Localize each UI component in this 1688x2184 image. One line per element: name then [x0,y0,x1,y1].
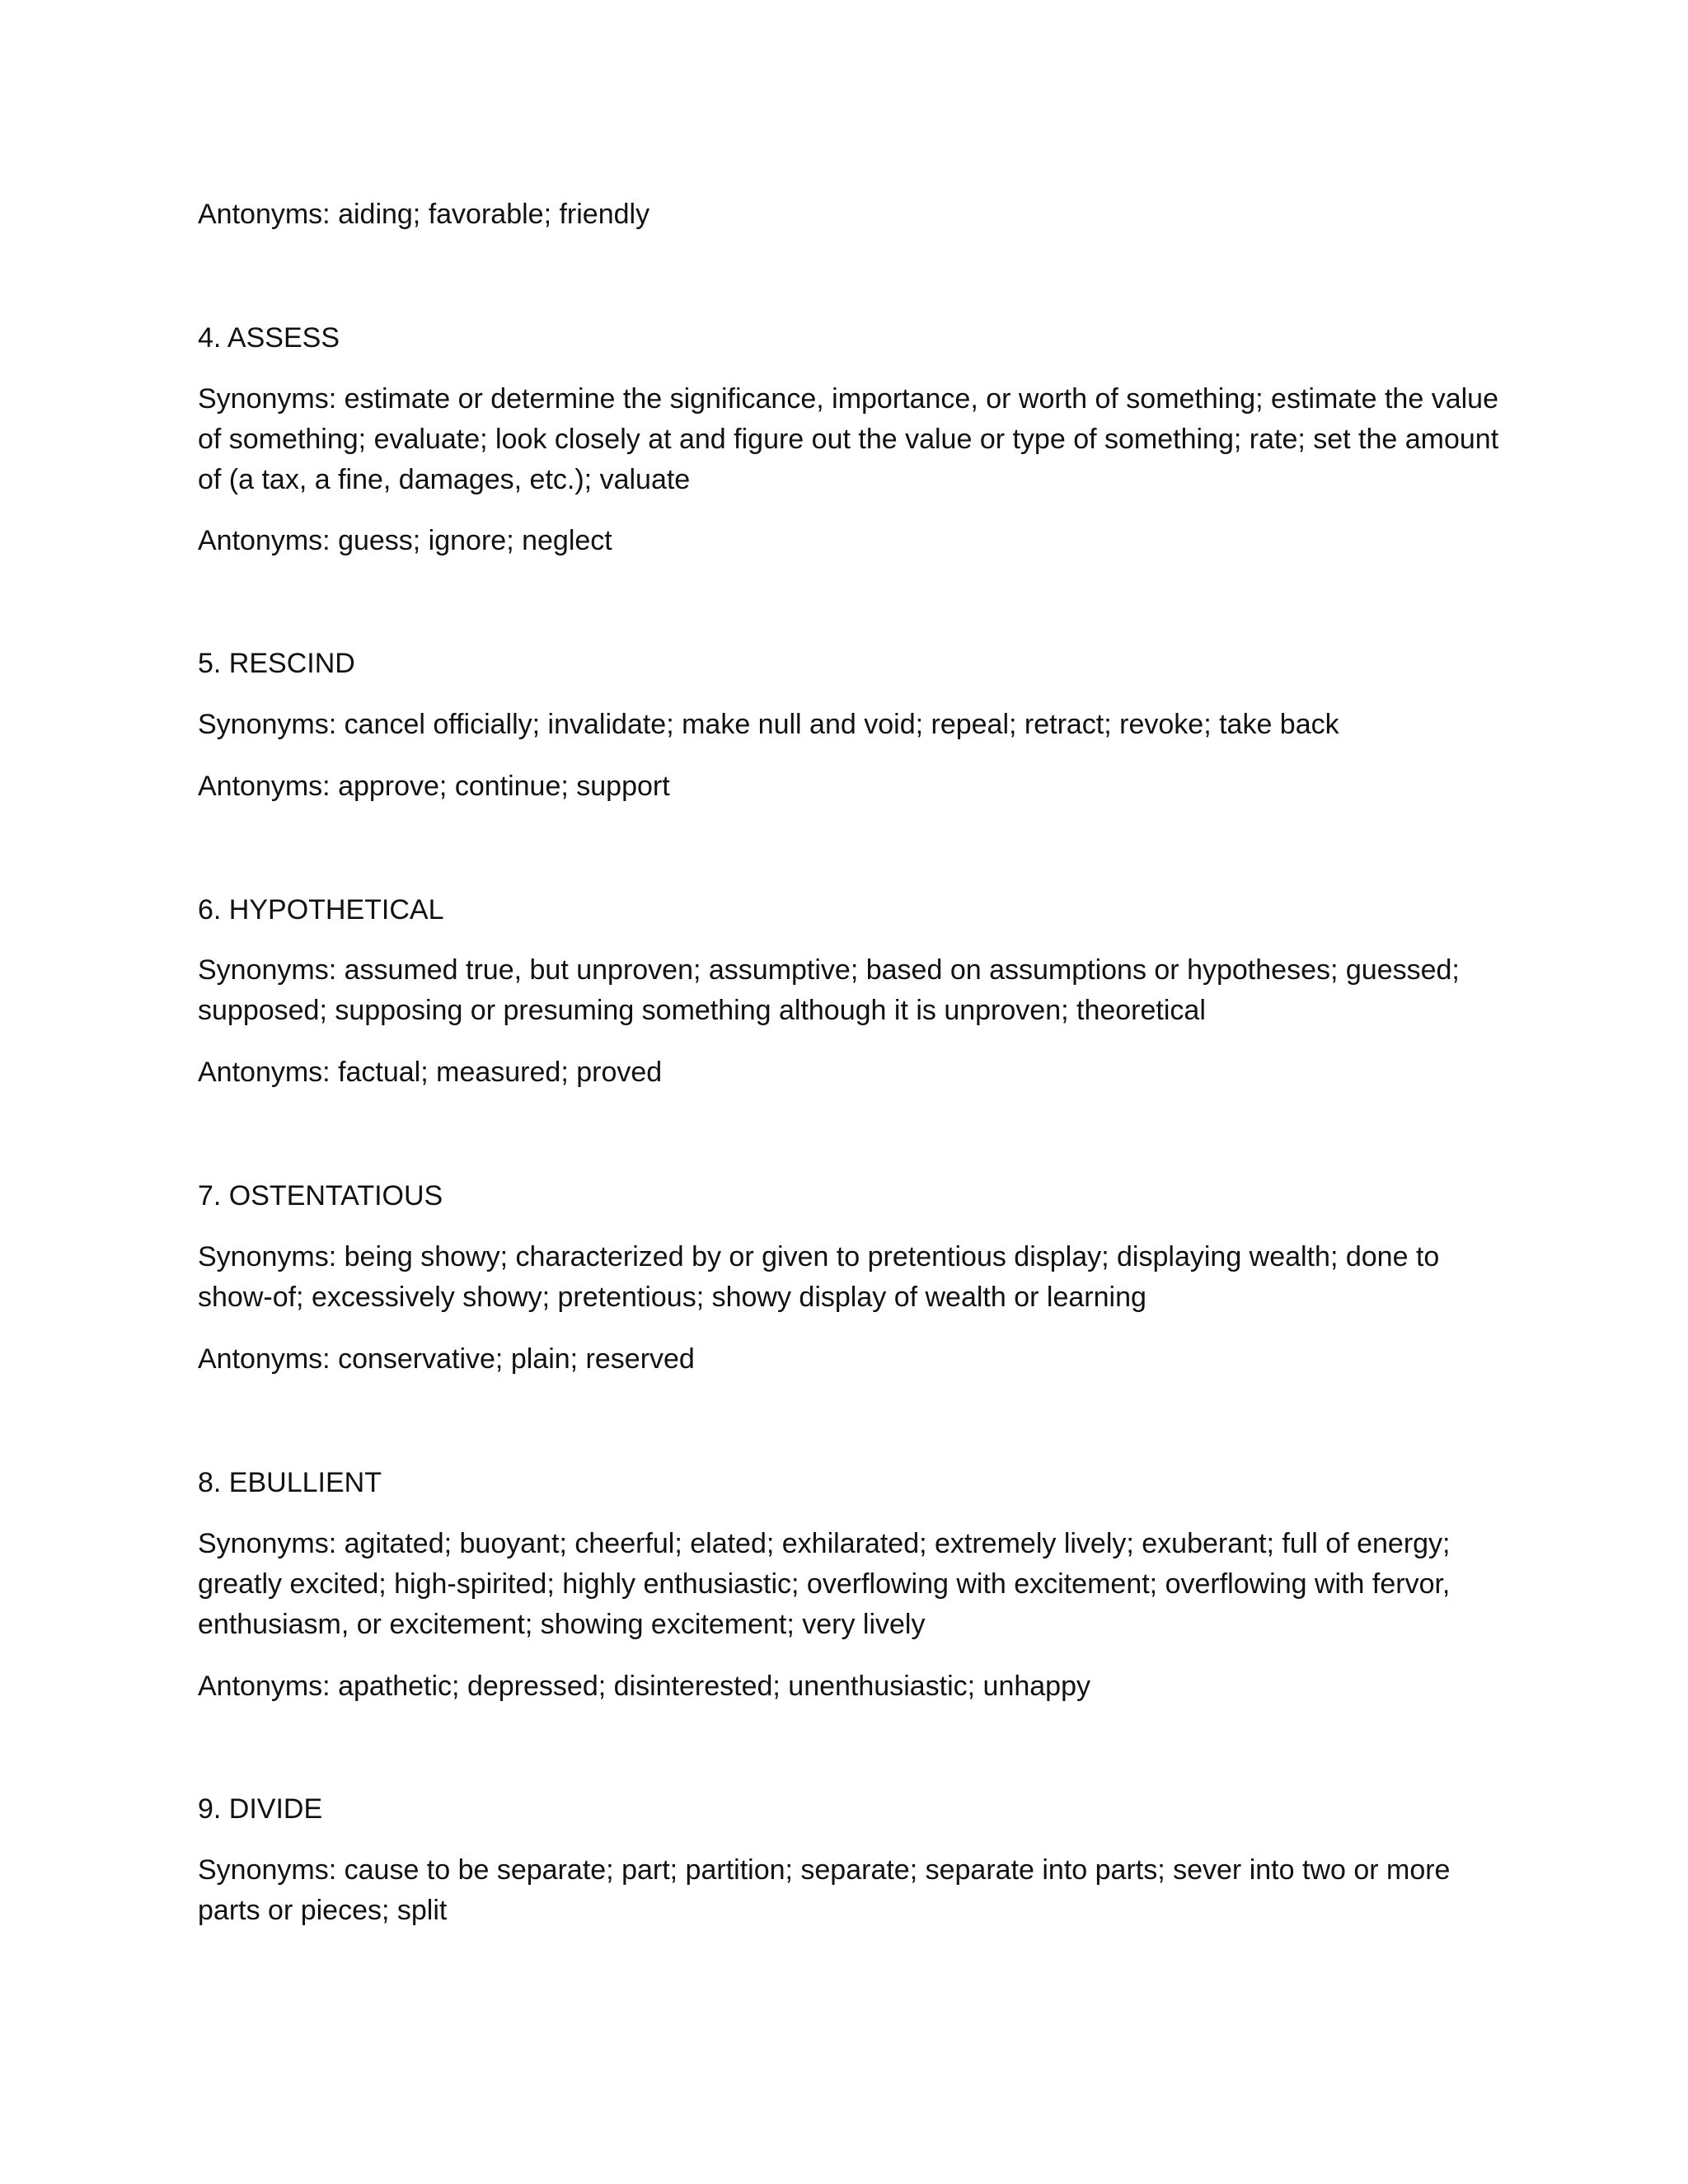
entry-heading-assess: 4. ASSESS [198,322,340,354]
entry-antonyms-assess: Antonyms: guess; ignore; neglect [198,525,612,556]
entry-synonyms-assess: Synonyms: estimate or determine the significance, importance, or worth of something; estimate the value of something; evaluate; look closely at and figure out the value or type of something; rate; set the amount of (a tax, a fine, damages, etc.); valuate [198,383,1499,495]
entry-heading-hypothetical: 6. HYPOTHETICAL [198,894,444,926]
entry-synonyms-rescind: Synonyms: cancel officially; invalidate; make null and void; repeal; retract; revoke; take back [198,709,1339,740]
entry-synonyms-ostentatious: Synonyms: being showy; characterized by or given to pretentious display; displaying wealth; done to show-of; excessively showy; pretentious; showy display of wealth or learning [198,1241,1440,1313]
entry-antonyms-rescind: Antonyms: approve; continue; support [198,771,670,802]
entry-antonyms-ebullient: Antonyms: apathetic; depressed; disinterested; unenthusiastic; unhappy [198,1671,1091,1702]
entry-synonyms-ebullient: Synonyms: agitated; buoyant; cheerful; elated; exhilarated; extremely lively; exuberant; full of energy; greatly excited; high-spirited; highly enthusiastic; overflowing with excitement; overflowing with fervor, enthusiasm, or excitement; showing excitement; very lively [198,1528,1451,1640]
entry-synonyms-hypothetical: Synonyms: assumed true, but unproven; assumptive; based on assumptions or hypotheses; guessed; supposed; supposing or presuming something although it is unproven; theoretical [198,954,1460,1026]
entry-synonyms-divide: Synonyms: cause to be separate; part; partition; separate; separate into parts; sever into two or more parts or pieces; split [198,1854,1451,1926]
entry-heading-divide: 9. DIVIDE [198,1793,323,1825]
entry-antonyms-ostentatious: Antonyms: conservative; plain; reserved [198,1343,695,1375]
entry-antonyms-hypothetical: Antonyms: factual; measured; proved [198,1057,663,1088]
entry-heading-rescind: 5. RESCIND [198,648,355,679]
entry-heading-ebullient: 8. EBULLIENT [198,1467,382,1498]
entry-heading-ostentatious: 7. OSTENTATIOUS [198,1180,443,1212]
lead-antonyms: Antonyms: aiding; favorable; friendly [198,199,650,230]
